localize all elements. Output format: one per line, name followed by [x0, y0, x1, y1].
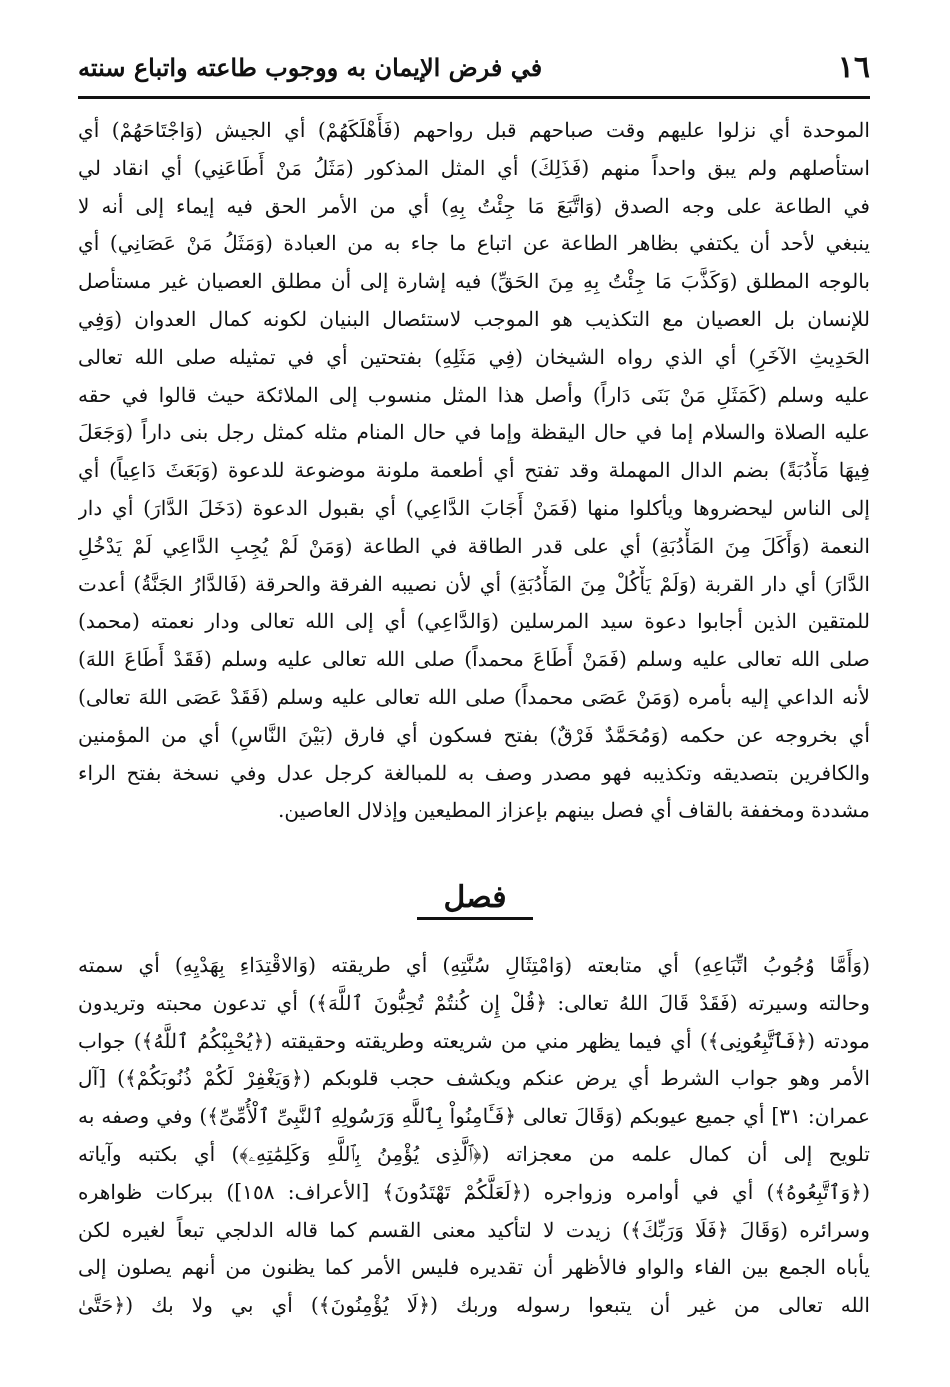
- page-number: ١٦: [837, 49, 870, 85]
- text-line: فِيهَا مَأْدُبَةً) بضم الدال المهملة وقد تفتح أي أطعمة ملونة موضوعة للدعوة (وَبَعَثَ دَاعِياً) أي: [78, 458, 870, 483]
- text-line: لأنه الداعي إليه بأمره (وَمَنْ عَصَى محمداً) صلى الله تعالى عليه وسلم (فَقَدْ عَصَى اللهَ تعالى): [78, 684, 870, 709]
- text-line: في الطاعة على وجه الصدق (وَاتَّبَعَ مَا جِئْتُ بِهِ) أي من الأمر الحق فيه إيماء إلى أنه لا: [78, 193, 870, 218]
- text-line: إلى الناس ليحضروها ويأكلوا منها (فَمَنْ أَجَابَ الدَّاعِي) أي بقبول الدعوة (دَخَلَ الدَّارَ) أي دار: [78, 495, 870, 520]
- text-line: الأمر وهو جواب الشرط أي يرض عنكم ويكشف حجب قلوبكم (﴿وَيَغْفِرْ لَكُمْ ذُنُوبَكُمْ﴾) [آل: [78, 1066, 870, 1091]
- running-title: في فرض الإيمان به ووجوب طاعته واتباع سنته: [78, 52, 543, 82]
- text-line: بالوجه المطلق (وَكَذَّبَ مَا جِئْتُ بِهِ مِنَ الحَقِّ) فيه إشارة إلى أن مطلق العصيان غير مستأصل: [78, 269, 870, 294]
- text-line: مشددة ومخففة بالقاف أي فصل بينهم بإعزاز المطيعين وإذلال العاصين.: [278, 798, 870, 823]
- text-line: صلى الله تعالى عليه وسلم (فَمَنْ أَطَاعَ محمداً) صلى الله تعالى عليه وسلم (فَقَدْ أَطَاعَ اللهَ): [78, 647, 870, 672]
- text-line: وسرائره (وَقَالَ ﴿فَلَا وَرَبِّكَ﴾) زيدت لا لتأكيد معنى القسم كما قاله الدلجي تبعاً لغيره لكن: [78, 1217, 870, 1242]
- text-line: ينبغي لأحد أن يكتفي بظاهر الطاعة عن اتباع ما جاء به من العبادة (وَمَثَلُ مَنْ عَصَانِي) أي: [78, 231, 870, 256]
- section-heading-label: فصل: [417, 880, 532, 920]
- text-line: عليه الصلاة والسلام إما في حال اليقظة وإما في حال المنام مثله كمثل رجل بنى داراً (وَجَعَلَ: [78, 420, 870, 445]
- text-line: مودته (﴿فَٱتَّبِعُونِى﴾) أي فيما يظهر مني من شريعته وطريقته وحقيقته (﴿يُحْبِبْكُمُ ٱللَّهُ﴾) جواب: [78, 1028, 870, 1053]
- text-line: للمتقين الذين أجابوا دعوة سيد المرسلين (وَالدَّاعِي) أي إلى الله تعالى ودار نعمته (محمد): [78, 609, 870, 634]
- text-line: الله تعالى من غير أن يتبعوا رسوله وربك (﴿لَا يُؤْمِنُونَ﴾) أي بي ولا بك (﴿حَتَّىٰ: [78, 1293, 870, 1318]
- text-line: استأصلهم ولم يبق واحداً منهم (فَذَلِكَ) أي المثل المذكور (مَثَلُ مَنْ أَطَاعَنِي) أي انقاد لي: [78, 155, 870, 180]
- text-line: والكافرين بتصديقه وتكذيبه فهو مصدر وصف به للمبالغة كرجل عدل وفي نسخة بفتح الراء: [78, 760, 870, 785]
- text-line: الدَّارَ) أي دار القربة (وَلَمْ يَأْكُلْ مِنَ المَأْدُبَةِ) أي لأن نصيبه الفرقة والحرقة (فَالدَّارُ الجَنَّةُ) أعدت: [78, 571, 870, 596]
- text-line: يأباه الجمع بين الفاء والواو فالأظهر أن تقديره فليس الأمر كما يظنون من أنهم يصلون إلى: [78, 1255, 870, 1280]
- text-line: تلويح إلى أن كمال علمه من معجزاته (﴿ٱلَّذِى يُؤْمِنُ بِٱللَّهِ وَكَلِمَٰتِهِۦ﴾) أي بكتبه وآياته: [78, 1141, 870, 1166]
- text-line: الحَدِيثِ الآخَرِ) أي الذي رواه الشيخان (فِي مَثَلِهِ) بفتحتين أي في تمثيله صلى الله تعالى: [78, 344, 870, 369]
- commentary-paragraph: [78, 947, 870, 1325]
- text-line: للإنسان بل العصيان مع التكذيب هو الموجب لاستئصال البنيان لكونه كمال العدوان (وَفِي: [78, 306, 870, 331]
- commentary-paragraph: [78, 112, 870, 830]
- text-line: (وَأَمَّا وُجُوبُ اتِّبَاعِهِ) أي متابعته (وَامْتِثَالِ سُنَّتِهِ) أي طريقته (وَالاقْتِدَاءِ بِهَدْيِهِ) أي سمته: [78, 953, 870, 977]
- text-line: (﴿وَٱتَّبِعُوهُ﴾) أي في أوامره وزواجره (﴿لَعَلَّكُمْ تَهْتَدُونَ﴾ [الأعراف: ١٥٨]) ببركات ظواهره: [78, 1179, 870, 1204]
- text-line: أي بخروجه عن حكمه (وَمُحَمَّدٌ فَرْقٌ) بفتح فسكون أي فارق (بَيْنَ النَّاسِ) أي من المؤمنين: [78, 722, 870, 747]
- text-line: الموحدة أي نزلوا عليهم وقت صباحهم قبل رواحهم (فَأَهْلَكَهُمْ) أي الجيش (وَاجْتَاحَهُمْ) أي: [78, 118, 870, 142]
- text-line: عمران: ٣١] أي جميع عيوبكم (وَقَالَ تعالى ﴿فَـَٔامِنُواْ بِٱللَّهِ وَرَسُولِهِ ٱلنَّبِىِّ ٱلْأُمِّىِّ﴾) وفي وصفه به: [78, 1104, 870, 1129]
- text-line: عليه وسلم (كَمَثَلِ مَنْ بَنَى دَاراً) وأصل هذا المثل منسوب إلى الملائكة حيث قالوا في حقه: [78, 382, 870, 407]
- running-header: [78, 38, 870, 99]
- text-line: النعمة (وَأَكَلَ مِنَ المَأْدُبَةِ) أي على قدر الطاقة في الطاعة (وَمَنْ لَمْ يُجِبِ الدَّاعِي لَمْ يَدْخُلِ: [78, 533, 870, 558]
- text-line: وحالته وسيرته (فَقَدْ قَالَ اللهُ تعالى: ﴿قُلْ إِن كُنتُمْ تُحِبُّونَ ٱللَّهَ﴾) أي تدعون محبته وتريدون: [78, 990, 870, 1015]
- section-heading: [0, 880, 950, 915]
